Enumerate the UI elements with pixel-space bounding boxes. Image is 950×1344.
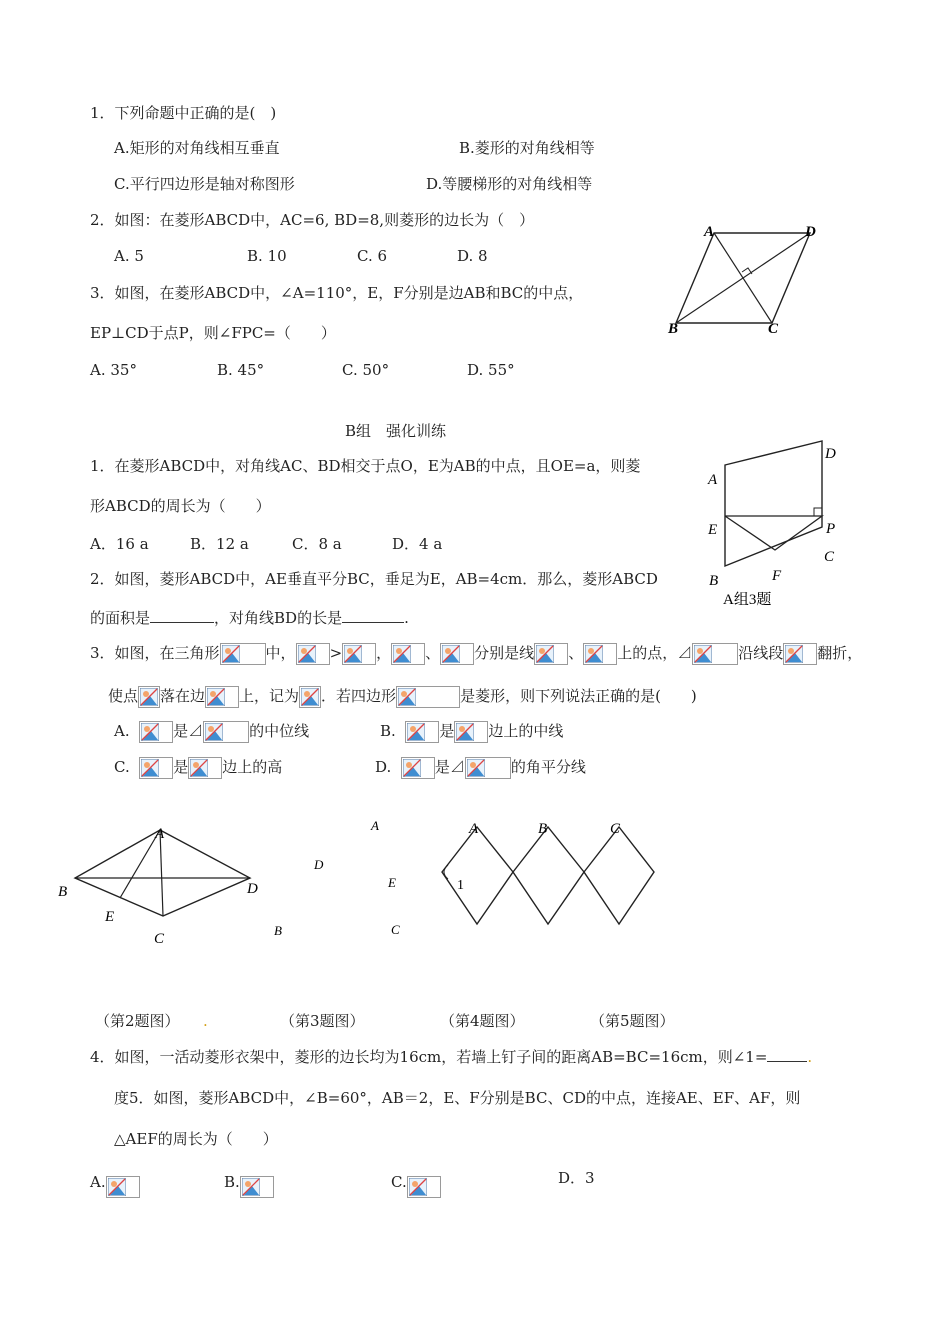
image-placeholder-icon xyxy=(203,721,249,743)
b-q3-text: ．若四边形 xyxy=(321,687,397,705)
b-q3-text: 是 xyxy=(173,758,189,776)
q1-option-b: B.菱形的对角线相等 xyxy=(459,139,595,157)
b-q3-option-a xyxy=(114,721,309,743)
image-placeholder-icon xyxy=(139,721,173,743)
b-q3-option-d xyxy=(375,757,586,779)
fig-a3-label-f: F xyxy=(772,568,782,584)
fig-b4-label-angle1: 1 xyxy=(457,878,464,893)
b-q5-stem-line1: 度5．如图，菱形ABCD中，∠B=60°，AB＝2，E、F分别是BC、CD的中点，连接AE、EF、AF，则 xyxy=(114,1089,801,1107)
q1-stem: 1．下列命题中正确的是( ) xyxy=(90,104,277,122)
fig-b2-label-e: E xyxy=(105,909,115,925)
b-q2-text-bd: ，对角线BD的长是 xyxy=(214,609,343,627)
b-q4-stem xyxy=(90,1047,812,1067)
b-q3-text: 是 xyxy=(439,722,455,740)
fig-a3-label-a: A xyxy=(708,472,718,488)
fig-a3-label-d: D xyxy=(825,446,836,462)
fig-b2-label-c: C xyxy=(154,931,165,947)
image-placeholder-icon xyxy=(440,643,474,665)
fig-b2-label-a: A xyxy=(155,826,165,842)
image-placeholder-icon xyxy=(534,643,568,665)
b-q3-line2 xyxy=(108,686,697,708)
b-q3-text: ， xyxy=(376,644,392,662)
fig-b2 xyxy=(50,820,280,955)
image-placeholder-icon xyxy=(692,643,738,665)
fig-b3-label-d: D xyxy=(314,857,324,872)
decorative-dot: . xyxy=(203,1012,208,1030)
rhombus-label-c: C xyxy=(768,321,779,337)
image-placeholder-icon xyxy=(465,757,511,779)
option-letter: B. xyxy=(380,722,396,740)
image-placeholder-icon xyxy=(296,643,330,665)
b-q3-text: 边上的中线 xyxy=(488,722,564,740)
image-placeholder-icon xyxy=(391,643,425,665)
b-q5-option-c xyxy=(391,1168,441,1198)
image-placeholder-icon xyxy=(106,1176,140,1198)
caption-fig4: （第4题图） xyxy=(440,1012,525,1030)
b-q3-text: 的中位线 xyxy=(249,722,310,740)
b-q2-blank-bd[interactable] xyxy=(342,622,404,623)
b-q4-blank[interactable] xyxy=(767,1061,807,1062)
option-letter: A. xyxy=(114,722,130,740)
image-placeholder-icon xyxy=(139,757,173,779)
fig-b2-label-b: B xyxy=(58,884,68,900)
b-q2-text-area: 的面积是 xyxy=(90,609,151,627)
b-q3-text: 沿线段 xyxy=(738,644,784,662)
q2-option-b: B. 10 xyxy=(247,247,287,265)
b-q4-tail: . xyxy=(807,1048,813,1066)
image-placeholder-icon xyxy=(454,721,488,743)
fig-b4 xyxy=(430,815,670,930)
q1-option-a: A.矩形的对角线相互垂直 xyxy=(114,139,280,157)
q3-stem-line1: 3．如图，在菱形ABCD中，∠A=110°，E，F分别是边AB和BC的中点， xyxy=(90,284,584,302)
caption-fig5: （第5题图） xyxy=(590,1012,675,1030)
image-placeholder-icon xyxy=(783,643,817,665)
q2-option-c: C. 6 xyxy=(357,247,388,265)
q2-option-d: D. 8 xyxy=(457,247,488,265)
b-q3-text: 是⊿ xyxy=(173,722,204,740)
b-q3-text: 、 xyxy=(425,644,441,662)
b-q4-text: 4．如图，一活动菱形衣架中，菱形的边长均为16cm，若墙上钉子间的距离AB=BC=16cm，则∠1= xyxy=(90,1048,768,1066)
fig-a3-caption: A组3题 xyxy=(723,592,772,608)
b-q1-option-b: B．12 a xyxy=(190,535,249,553)
b-q1-option-a: A．16 a xyxy=(90,535,149,553)
image-placeholder-icon xyxy=(299,686,321,708)
fig-a3-label-b: B xyxy=(709,573,719,589)
q1-option-d: D.等腰梯形的对角线相等 xyxy=(426,175,593,193)
b-q3-text: 分别是线 xyxy=(474,644,535,662)
section-b-title: B组 强化训练 xyxy=(345,422,447,440)
q2-option-a: A. 5 xyxy=(114,247,144,265)
fig-b4-label-a: A xyxy=(469,821,479,837)
option-letter: C. xyxy=(114,758,130,776)
b-q3-text: 3．如图，在三角形 xyxy=(90,644,220,662)
option-letter: C. xyxy=(391,1173,407,1191)
b-q2-stem-line2 xyxy=(90,608,409,628)
b-q3-option-b xyxy=(380,721,563,743)
fig-b4-label-c: C xyxy=(610,821,621,837)
rhombus-label-b: B xyxy=(668,321,679,337)
image-placeholder-icon xyxy=(342,643,376,665)
fig-a3 xyxy=(700,430,850,615)
b-q3-text: 翻折， xyxy=(817,644,863,662)
fig-b3-label-b: B xyxy=(274,923,282,938)
option-letter: B. xyxy=(224,1173,240,1191)
image-placeholder-icon xyxy=(396,686,460,708)
fig-b4-label-b: B xyxy=(538,821,548,837)
rhombus-figure xyxy=(660,215,830,345)
image-placeholder-icon xyxy=(405,721,439,743)
b-q2-text-end: . xyxy=(404,609,409,627)
fig-a3-label-c: C xyxy=(824,549,835,565)
option-letter: A. xyxy=(90,1173,106,1191)
fig-a3-label-e: E xyxy=(708,522,718,538)
b-q3-option-c xyxy=(114,757,282,779)
b-q3-text: 、 xyxy=(568,644,584,662)
q2-stem: 2．如图：在菱形ABCD中，AC=6, BD=8,则菱形的边长为（ ） xyxy=(90,211,535,229)
b-q3-text: > xyxy=(329,644,343,662)
b-q1-option-c: C．8 a xyxy=(292,535,342,553)
b-q3-line1 xyxy=(90,643,862,665)
q3-option-c: C. 50° xyxy=(342,361,390,379)
b-q1-stem-line2: 形ABCD的周长为（ ） xyxy=(90,497,271,515)
image-placeholder-icon xyxy=(188,757,222,779)
image-placeholder-icon xyxy=(205,686,239,708)
q3-stem-line2: EP⊥CD于点P，则∠FPC=（ ） xyxy=(90,324,336,342)
caption-fig2: （第2题图） xyxy=(95,1012,180,1030)
rhombus-label-d: D xyxy=(805,224,816,240)
b-q5-option-d: D．3 xyxy=(558,1169,595,1187)
q1-option-c: C.平行四边形是轴对称图形 xyxy=(114,175,295,193)
b-q5-stem-line2: △AEF的周长为（ ） xyxy=(114,1130,278,1148)
b-q5-option-b xyxy=(224,1168,274,1198)
fig-b3-label-c: C xyxy=(391,922,400,937)
fig-b3-label-e: E xyxy=(388,875,396,890)
rhombus-label-a: A xyxy=(704,224,715,240)
b-q3-text: 落在边 xyxy=(160,687,206,705)
b-q2-blank-area[interactable] xyxy=(150,622,214,623)
b-q3-text: 使点 xyxy=(108,687,139,705)
fig-b2-label-d: D xyxy=(247,881,258,897)
b-q1-stem-line1: 1．在菱形ABCD中，对角线AC、BD相交于点O，E为AB的中点，且OE=a，则菱 xyxy=(90,457,641,475)
fig-b3 xyxy=(265,812,415,947)
image-placeholder-icon xyxy=(583,643,617,665)
b-q3-text: 是菱形，则下列说法正确的是( ) xyxy=(460,687,697,705)
image-placeholder-icon xyxy=(401,757,435,779)
fig-b3-label-a: A xyxy=(371,818,379,833)
q3-option-a: A. 35° xyxy=(90,361,137,379)
b-q3-text: 的角平分线 xyxy=(510,758,586,776)
option-letter: D. xyxy=(375,758,392,776)
image-placeholder-icon xyxy=(220,643,266,665)
q3-option-d: D. 55° xyxy=(467,361,515,379)
b-q3-text: 是⊿ xyxy=(434,758,465,776)
b-q2-stem-line1: 2．如图，菱形ABCD中，AE垂直平分BC，垂足为E，AB=4cm．那么，菱形ABCD xyxy=(90,570,658,588)
b-q3-text: 边上的高 xyxy=(222,758,283,776)
b-q1-option-d: D．4 a xyxy=(392,535,443,553)
image-placeholder-icon xyxy=(240,1176,274,1198)
image-placeholder-icon xyxy=(138,686,160,708)
b-q3-text: 上的点，⊿ xyxy=(617,644,693,662)
b-q5-option-a xyxy=(90,1168,140,1198)
caption-fig3: （第3题图） xyxy=(280,1012,365,1030)
b-q3-text: 中， xyxy=(265,644,296,662)
q3-option-b: B. 45° xyxy=(217,361,265,379)
fig-a3-label-p: P xyxy=(826,521,836,537)
image-placeholder-icon xyxy=(407,1176,441,1198)
b-q3-text: 上，记为 xyxy=(239,687,300,705)
